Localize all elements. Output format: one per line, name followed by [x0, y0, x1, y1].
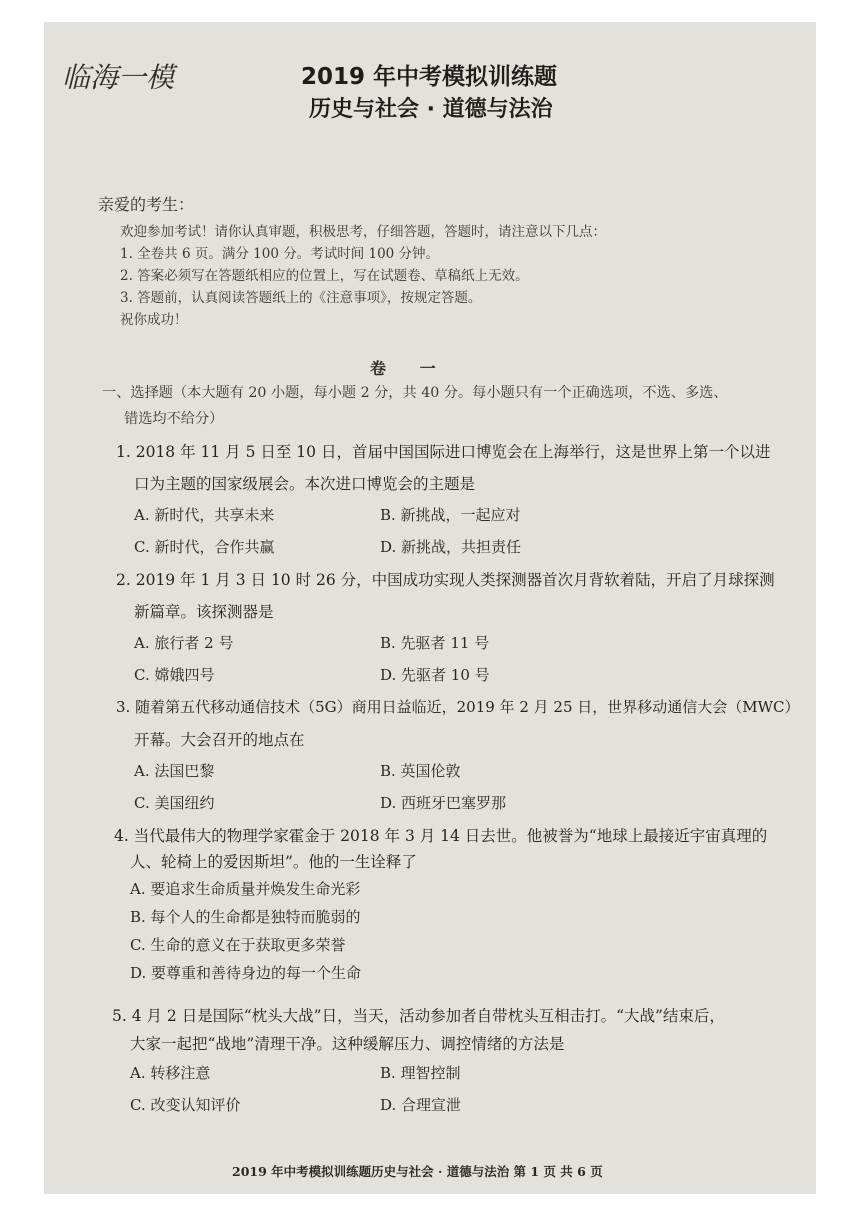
instruction-line: 欢迎参加考试！请你认真审题，积极思考，仔细答题，答题时，请注意以下几点：: [120, 224, 606, 240]
instruction-line: 祝你成功！: [120, 312, 188, 328]
instruction-line: 3. 答题前，认真阅读答题纸上的《注意事项》，按规定答题。: [120, 290, 482, 306]
question-3-option-d: D. 西班牙巴塞罗那: [380, 794, 507, 812]
question-4-option-b: B. 每个人的生命都是独特而脆弱的: [130, 908, 361, 926]
question-5-text: 大家一起把“战地”清理干净。这种缓解压力、调控情绪的方法是: [130, 1035, 565, 1053]
question-4-text: 人、轮椅上的爱因斯坦”。他的一生诠释了: [130, 853, 417, 871]
question-3-text: 3. 随着第五代移动通信技术（5G）商用日益临近，2019 年 2 月 25 日，世界移动通信大会（MWC）: [116, 698, 800, 716]
question-2-option-c: C. 嫦娥四号: [134, 666, 215, 684]
question-5-option-c: C. 改变认知评价: [130, 1096, 241, 1114]
section-intro: 一、选择题（本大题有 20 小题，每小题 2 分，共 40 分。每小题只有一个正确选项，不选、多选、: [102, 385, 728, 401]
question-4-option-a: A. 要追求生命质量并焕发生命光彩: [130, 880, 361, 898]
question-1-option-b: B. 新挑战，一起应对: [380, 506, 521, 524]
question-2-option-a: A. 旅行者 2 号: [134, 634, 234, 652]
question-2-text: 新篇章。该探测器是: [134, 603, 274, 621]
question-4-text: 4. 当代最伟大的物理学家霍金于 2018 年 3 月 14 日去世。他被誉为“地球上最接近宇宙真理的: [114, 827, 768, 845]
question-4-option-c: C. 生命的意义在于获取更多荣誉: [130, 936, 346, 954]
question-1-text: 1. 2018 年 11 月 5 日至 10 日，首届中国国际进口博览会在上海举行，这是世界上第一个以进: [116, 443, 771, 461]
question-5-option-b: B. 理智控制: [380, 1064, 461, 1082]
section-title: 卷 一: [370, 359, 450, 378]
question-3-option-a: A. 法国巴黎: [134, 762, 215, 780]
question-5-option-a: A. 转移注意: [130, 1064, 211, 1082]
question-4-option-d: D. 要尊重和善待身边的每一个生命: [130, 964, 362, 982]
section-intro-cont: 错选均不给分）: [124, 411, 224, 427]
question-5-option-d: D. 合理宣泄: [380, 1096, 462, 1114]
question-2-option-d: D. 先驱者 10 号: [380, 666, 490, 684]
exam-title: 2019 年中考模拟训练题: [301, 64, 558, 90]
question-5-text: 5. 4 月 2 日是国际“枕头大战”日，当天，活动参加者自带枕头互相击打。“大战”结束后，: [112, 1007, 725, 1025]
question-2-text: 2. 2019 年 1 月 3 日 10 时 26 分，中国成功实现人类探测器首次月背软着陆，开启了月球探测: [116, 571, 775, 589]
question-1-text: 口为主题的国家级展会。本次进口博览会的主题是: [134, 475, 476, 493]
instruction-line: 2. 答案必须写在答题纸相应的位置上，写在试题卷、草稿纸上无效。: [120, 268, 529, 284]
exam-subtitle: 历史与社会 · 道德与法治: [309, 97, 553, 122]
question-3-option-b: B. 英国伦敦: [380, 762, 461, 780]
exam-paper: [44, 22, 816, 1194]
handwritten-note: 临海一模: [62, 61, 175, 94]
page-footer: 2019 年中考模拟训练题历史与社会 · 道德与法治 第 1 页 共 6 页: [232, 1164, 603, 1179]
question-2-option-b: B. 先驱者 11 号: [380, 634, 490, 652]
question-1-option-a: A. 新时代，共享未来: [134, 506, 275, 524]
instruction-line: 1. 全卷共 6 页。满分 100 分。考试时间 100 分钟。: [120, 246, 440, 262]
salutation: 亲爱的考生：: [98, 195, 195, 214]
question-1-option-d: D. 新挑战，共担责任: [380, 538, 522, 556]
question-1-option-c: C. 新时代，合作共赢: [134, 538, 275, 556]
question-3-option-c: C. 美国纽约: [134, 794, 215, 812]
question-3-text: 开幕。大会召开的地点在: [134, 731, 305, 749]
